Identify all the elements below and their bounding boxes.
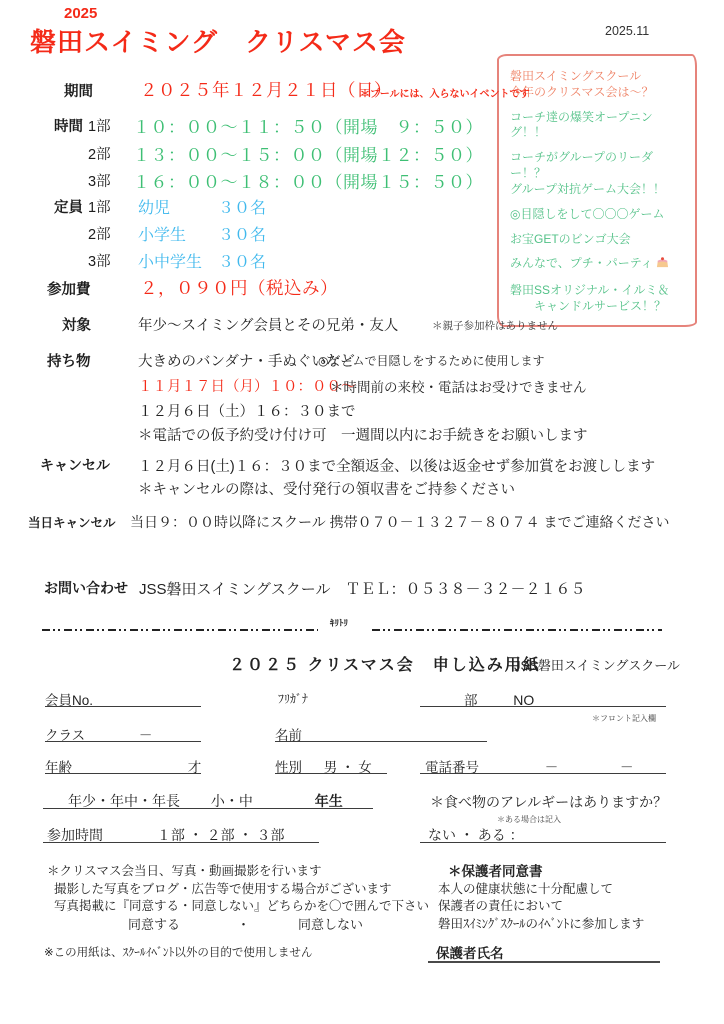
agree-option: 同意する [128, 917, 181, 932]
gender-options: 男 ・ 女 [323, 760, 372, 775]
member-no-field [45, 689, 201, 707]
gender-field [275, 756, 387, 774]
same-day-cancel-label: 当日キャンセル [28, 516, 116, 530]
time-label: 参加時間 [47, 827, 103, 843]
box-item: キャンドルサービス！？ [534, 299, 667, 314]
consent-title: ＊保護者同意書 [448, 864, 543, 879]
grade-suffix: 年生 [314, 793, 343, 809]
belongings-note: ◎ゲームで目隠しをするために使用します [318, 354, 545, 368]
belongings-label: 持ち物 [47, 354, 91, 370]
time-field [43, 825, 319, 843]
bu-no-field [420, 689, 666, 707]
box-item: グループ対抗ゲーム大会！！ [510, 181, 666, 196]
front-note: ＊フロント記入欄 [592, 714, 656, 723]
schedule-part: 2部 [88, 147, 111, 163]
member-no-label: 会員No. [45, 693, 94, 708]
bu-label: 部 [464, 693, 478, 708]
consent-line: 本人の健康状態に十分配慮して [438, 882, 614, 896]
schedule-part: 3部 [88, 174, 111, 190]
period-value: ２０２５年１２月２１日（日） [140, 80, 392, 100]
grade-school: 小・中 [210, 793, 253, 809]
age-suffix: 才 [187, 760, 202, 775]
allergy-question: ＊食べ物のアレルギーはありますか？ [430, 794, 668, 810]
belongings-value: 大きめのバンダナ・手ぬぐいなど [138, 354, 355, 370]
capacity-part: 3部 [88, 254, 111, 270]
capacity-group: 幼児 [138, 200, 171, 217]
form-org: JSS磐田スイミングスクール [514, 658, 680, 673]
box-item: コーチがグループのリーダー！？ [510, 150, 654, 181]
box-item: ◎目隠しをして〇〇〇ゲーム [510, 206, 665, 221]
consent-line: 磐田ｽｲﾐﾝｸﾞｽｸｰﾙのｲﾍﾞﾝﾄに参加します [438, 917, 645, 931]
target-note: ＊親子参加枠はありません [432, 320, 558, 332]
box-item-text: みんなで、プチ・パーティ [510, 256, 653, 271]
box-item: お宝GETのビンゴ大会 [510, 231, 631, 246]
schedule-part: 1部 [88, 119, 111, 135]
phone-label: 電話番号 [425, 760, 479, 775]
gender-label: 性別 [275, 760, 302, 775]
capacity-label: 定員 [54, 200, 83, 216]
agree-separator: ・ [237, 917, 251, 932]
period-note: ＊プールには、入らないイベントです [360, 89, 530, 100]
consent-line: 保護者の責任において [438, 899, 564, 913]
target-value: 年少～スイミング会員とその兄弟・友人 [138, 318, 399, 334]
contact-label: お問い合わせ [44, 580, 128, 596]
capacity-count: ３０名 [218, 254, 267, 271]
cake-icon [655, 258, 670, 272]
box-item: コーチ達の爆笑オープニング！！ [510, 109, 653, 140]
cut-dash-left [42, 629, 318, 631]
age-field [45, 756, 201, 774]
cancel-line1: １２月６日(土)１６：３０まで全額返金、以後は返金せず参加賞をお渡しします [138, 459, 656, 475]
issue-date: 2025.11 [605, 24, 650, 38]
phone-field [420, 756, 666, 774]
box-intro-line: 磐田スイミングスクール [510, 69, 642, 83]
furigana-label: ﾌﾘｶﾞﾅ [278, 692, 309, 706]
box-item [510, 256, 684, 274]
grade-options: 年少・年中・年長 [68, 793, 180, 809]
capacity-part: 1部 [88, 200, 111, 216]
guardian-name-label: 保護者氏名 [436, 946, 504, 961]
allergy-answer: ない ・ ある ： [428, 827, 524, 843]
same-day-cancel-value: 当日９：００時以降にスクール 携帯０７０－１３２７－８０７４ までご連絡ください [130, 514, 670, 530]
capacity-part: 2部 [88, 227, 111, 243]
class-field [45, 724, 201, 742]
usage-note: ※この用紙は、ｽｸｰﾙｲﾍﾞﾝﾄ以外の目的で使用しません [44, 947, 313, 959]
contact-value: JSS磐田スイミングスクール ＴＥＬ：０５３８－３２－２１６５ [139, 581, 586, 598]
form-title: ２０２５ クリスマス会 申し込み用紙 [229, 657, 541, 674]
fee-label: 参加費 [47, 282, 91, 298]
application-phone-note: ＊電話での仮予約受け付け可 一週間以内にお手続きをお願いします [138, 428, 588, 444]
no-label: NO [513, 692, 535, 708]
application-start: １１月１７日（月）１０：００～ [138, 379, 356, 395]
cut-dash-right [372, 629, 662, 631]
schedule-time: １３：００～１５：００（開場１２：５０） [133, 146, 483, 165]
application-deadline: １２月６日（土）１６：３０まで [138, 404, 356, 420]
time-options: １部 ・ ２部 ・ ３部 [156, 827, 285, 843]
schedule-time: １０：００～１１：５０（開場 ９：５０） [133, 118, 483, 137]
photo-note-line: ＊クリスマス会当日、写真・動画撮影を行います [47, 864, 322, 878]
allergy-answer-field [420, 825, 666, 843]
photo-note-line: 撮影した写真をブログ・広告等で使用する場合がございます [54, 882, 392, 896]
box-intro-line: 今年のクリスマス会は～？ [510, 84, 654, 99]
fee-value: ２，０９０円（税込み） [140, 278, 338, 298]
application-start-note: ＊時間前の来校・電話はお受けできません [330, 380, 587, 395]
class-label: クラス [45, 728, 86, 743]
capacity-count: ３０名 [218, 227, 267, 244]
class-dash: － [138, 728, 153, 743]
guardian-name-line [428, 961, 660, 963]
cancel-label: キャンセル [40, 457, 110, 473]
cut-label: ｷﾘﾄﾘ [330, 618, 349, 628]
page-title: 磐田スイミング クリスマス会 [30, 27, 406, 57]
name-label: 名前 [275, 728, 302, 743]
cancel-line2: ＊キャンセルの際は、受付発行の領収書をご持参ください [138, 482, 515, 498]
target-label: 対象 [62, 318, 91, 334]
photo-note-line: 写真掲載に『同意する・同意しない』どちらかを〇で囲んで下さい [54, 899, 430, 913]
capacity-count: ３０名 [218, 200, 267, 217]
phone-dash2: － [620, 760, 634, 775]
schedule-label: 時間 [54, 119, 83, 135]
capacity-group: 小中学生 [138, 254, 203, 271]
name-field [275, 724, 487, 742]
phone-dash1: － [544, 760, 559, 775]
allergy-note: ＊ある場合は記入 [497, 815, 561, 824]
schedule-time: １６：００～１８：００（開場１５：５０） [133, 173, 483, 192]
disagree-option: 同意しない [298, 917, 364, 932]
year-label: 2025 [64, 5, 98, 22]
grade-field [43, 791, 373, 809]
period-label: 期間 [64, 84, 93, 100]
box-item: 磐田SSオリジナル・イルミ＆ [510, 283, 670, 298]
age-label: 年齢 [45, 760, 72, 775]
capacity-group: 小学生 [138, 227, 187, 244]
